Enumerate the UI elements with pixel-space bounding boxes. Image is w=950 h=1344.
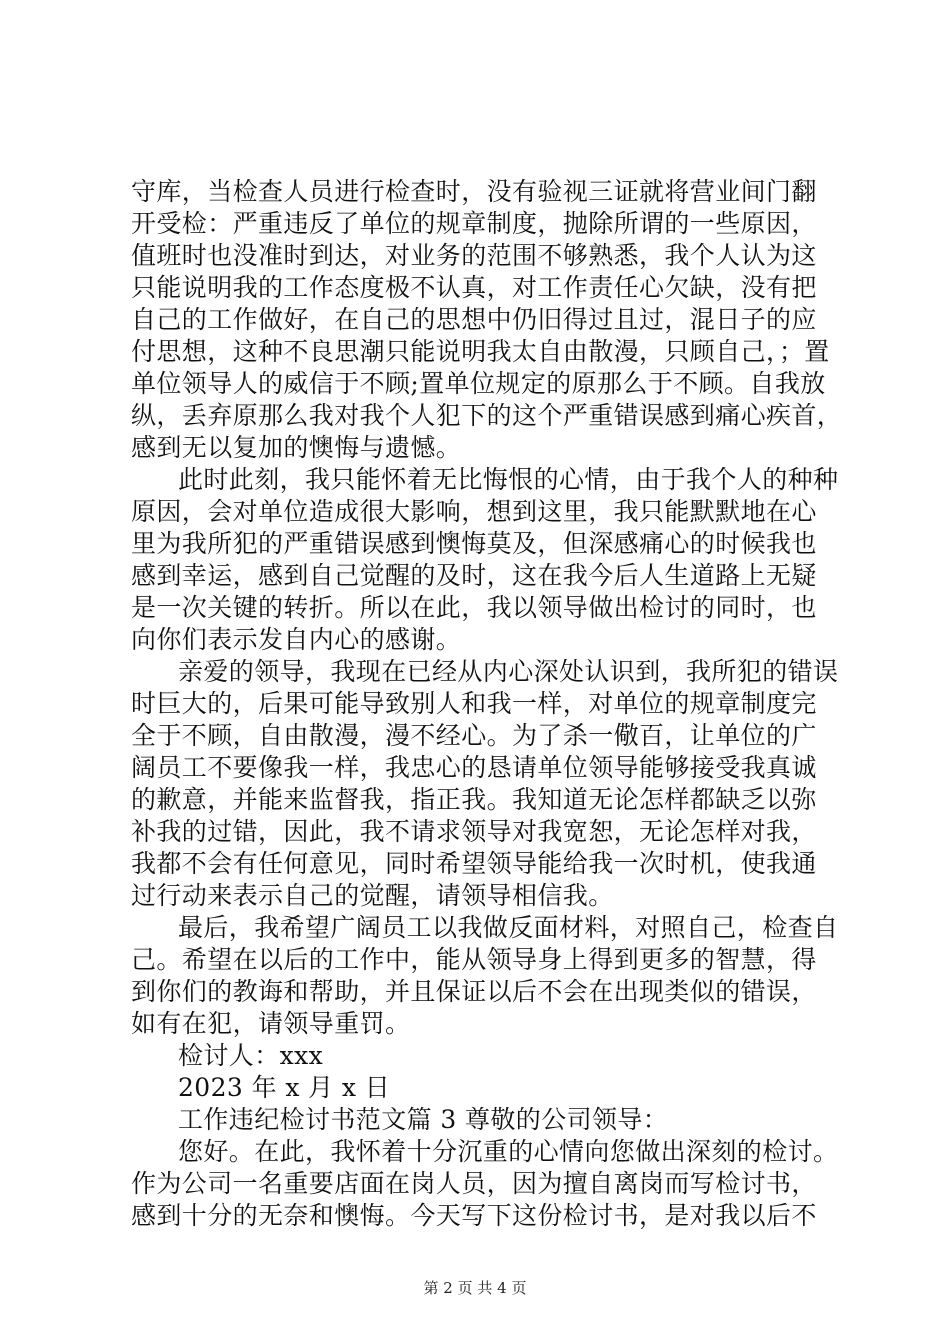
text-line: 阔员工不要像我一样，我忠心的恳请单位领导能够接受我真诚: [131, 753, 817, 782]
text-line: 值班时也没准时到达，对业务的范围不够熟悉，我个人认为这: [131, 241, 817, 270]
text-line: 您好。在此，我怀着十分沉重的心情向您做出深刻的检讨。: [178, 1137, 839, 1166]
text-line: 亲爱的领导，我现在已经从内心深处认识到，我所犯的错误: [178, 657, 839, 686]
text-line: 里为我所犯的严重错误感到懊悔莫及，但深感痛心的时候我也: [131, 529, 817, 558]
text-line: 原因，会对单位造成很大影响，想到这里，我只能默默地在心: [131, 497, 817, 526]
text-line: 自己的工作做好，在自己的思想中仍旧得过且过，混日子的应: [131, 305, 817, 334]
text-line: 全于不顾，自由散漫，漫不经心。为了杀一儆百，让单位的广: [131, 721, 817, 750]
text-line: 到你们的教诲和帮助，并且保证以后不会在出现类似的错误，: [131, 977, 817, 1006]
text-line: 是一次关键的转折。所以在此，我以领导做出检讨的同时，也: [131, 593, 817, 622]
text-line: 付思想，这种不良思潮只能说明我太自由散漫，只顾自己，；置: [131, 337, 830, 366]
text-line: 己。希望在以后的工作中，能从领导身上得到更多的智慧，得: [131, 945, 817, 974]
text-line: 最后，我希望广阔员工以我做反面材料，对照自己，检查自: [178, 913, 839, 942]
signer-line: 检讨人：xxx: [178, 1041, 324, 1070]
text-line: 作为公司一名重要店面在岗人员，因为擅自离岗而写检讨书，: [131, 1169, 817, 1198]
text-line: 守库，当检查人员进行检查时，没有验视三证就将营业间门翻: [131, 177, 817, 206]
text-line: 感到无以复加的懊悔与遗憾。: [131, 433, 462, 462]
text-line: 过行动来表示自己的觉醒，请领导相信我。: [131, 881, 614, 910]
text-line: 时巨大的，后果可能导致别人和我一样，对单位的规章制度完: [131, 689, 817, 718]
text-line: 向你们表示发自内心的感谢。: [131, 625, 462, 654]
text-line: 感到十分的无奈和懊悔。今天写下这份检讨书，是对我以后不: [131, 1201, 817, 1230]
text-line: 只能说明我的工作态度极不认真，对工作责任心欠缺，没有把: [131, 273, 817, 302]
page-number: 第 2 页 共 4 页: [423, 1279, 527, 1297]
text-line: 如有在犯，请领导重罚。: [131, 1009, 411, 1038]
text-line: 感到幸运，感到自己觉醒的及时，这在我今后人生道路上无疑: [131, 561, 817, 590]
date-line: 2023 年 x 月 x 日: [178, 1073, 391, 1102]
text-line: 的歉意，并能来监督我，指正我。我知道无论怎样都缺乏以弥: [131, 785, 817, 814]
section-heading: 工作违纪检讨书范文篇 3 尊敬的公司领导：: [178, 1105, 669, 1134]
text-line: 单位领导人的威信于不顾;置单位规定的原那么于不顾。自我放: [131, 369, 826, 398]
text-line: 我都不会有任何意见，同时希望领导能给我一次时机，使我通: [131, 849, 817, 878]
text-line: 纵，丢弃原那么我对我个人犯下的这个严重错误感到痛心疾首，: [131, 401, 843, 430]
text-line: 开受检：严重违反了单位的规章制度，抛除所谓的一些原因，: [131, 209, 817, 238]
text-line: 此时此刻，我只能怀着无比悔恨的心情，由于我个人的种种: [178, 465, 839, 494]
text-line: 补我的过错，因此，我不请求领导对我宽恕，无论怎样对我，: [131, 817, 817, 846]
